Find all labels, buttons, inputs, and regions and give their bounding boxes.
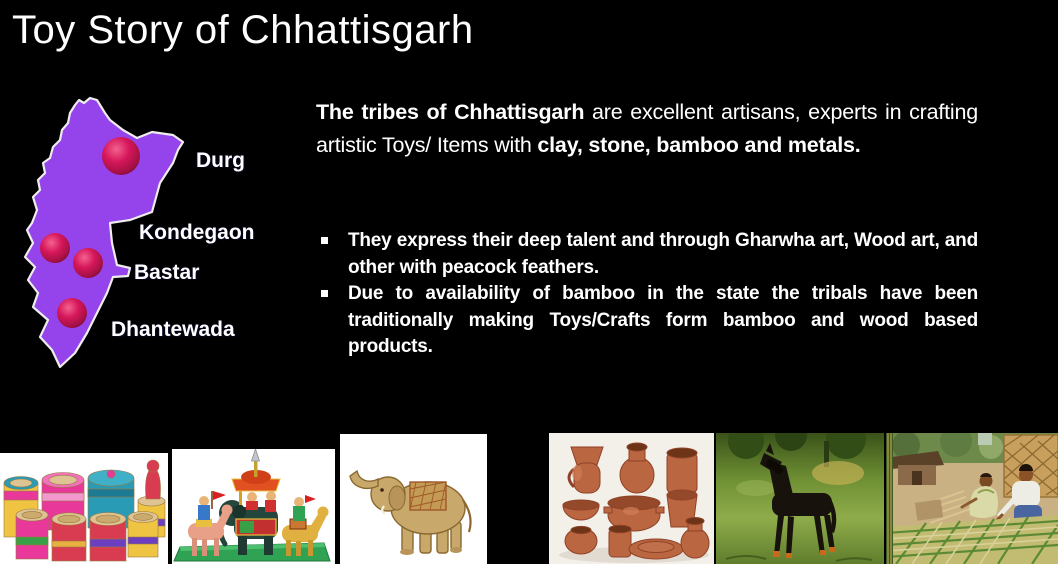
- photo-bamboo-weaving-artisans: [886, 433, 1058, 564]
- map-label-durg: Durg: [196, 149, 245, 172]
- intro-bold-materials: clay, stone, bamboo and metals.: [537, 133, 861, 157]
- terracotta-pots-illustration: [549, 433, 714, 564]
- marker-bastar: [73, 248, 103, 278]
- bullet-item-1: They express their deep talent and through Gharwha art, Wood art, and other with peacock feathers.: [316, 228, 978, 281]
- marker-durg: [102, 137, 140, 175]
- photo-wooden-toy-boxes: [0, 453, 168, 564]
- marker-dhantewada: [57, 298, 87, 328]
- map-label-bastar: Bastar: [134, 261, 200, 284]
- photo-terracotta-pots: [549, 433, 714, 564]
- elephant-procession-illustration: [172, 449, 335, 564]
- intro-paragraph: [316, 96, 978, 162]
- photo-bamboo-elephant-toy: [340, 434, 487, 564]
- map-label-dhantewada: Dhantewada: [111, 318, 235, 341]
- wooden-toy-boxes-illustration: [0, 453, 168, 564]
- map-label-kondegaon: Kondegaon: [139, 221, 255, 244]
- intro-bold-lead: The tribes of Chhattisgarh: [316, 100, 585, 124]
- bamboo-elephant-illustration: [340, 434, 487, 564]
- photo-elephant-procession-toy: [172, 449, 335, 564]
- photo-iron-horse-craft: [716, 433, 884, 564]
- marker-kondegaon: [40, 233, 70, 263]
- bamboo-weaving-illustration: [886, 433, 1058, 564]
- bullet-item-2: Due to availability of bamboo in the state the tribals have been traditionally making Toys/Crafts form bamboo and wood based products.: [316, 281, 978, 361]
- bullet-list: [316, 228, 978, 361]
- slide-title: Toy Story of Chhattisgarh: [12, 8, 474, 52]
- iron-horse-illustration: [716, 433, 884, 564]
- intro-normal: are excellent artisans, experts in crafting artistic Toys/ Items with: [316, 100, 978, 157]
